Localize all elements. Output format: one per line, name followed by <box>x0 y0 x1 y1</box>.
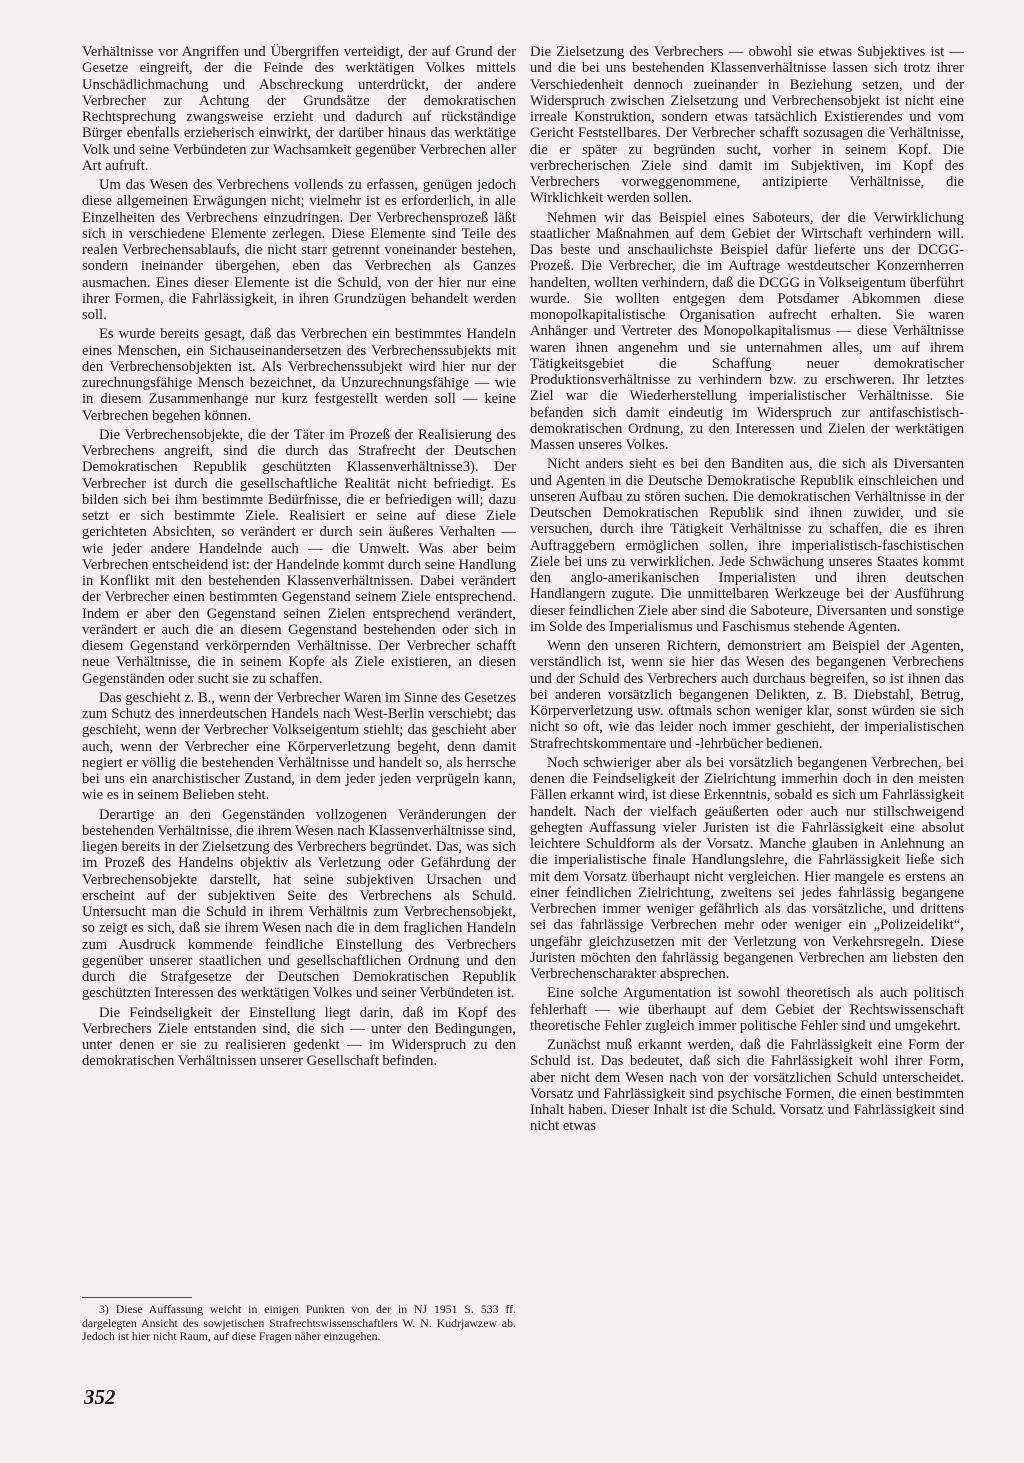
paragraph: Um das Wesen des Verbrechens vollends zu erfassen, genügen jedoch diese allgemeinen Erwägungen nicht; vielmehr ist es erforderlich, in alle Einzelheiten des Verbrechens einzudringen. Der Verbrechensprozeß läßt sich in verschiedene Elemente zerlegen. Diese Elemente sind Teile des realen Verbrechensablaufs, die nicht starr getrennt voneinander bestehen, sondern ineinander übergehen, eben das Verbrechen als Ganzes ausmachen. Eines dieser Elemente ist die Schuld, von der hier nur eine ihrer Formen, die Fahrlässigkeit, in ihren Grundzügen behandelt werden soll. <box>82 177 516 323</box>
left-column <box>82 44 516 1073</box>
paragraph: Eine solche Argumentation ist sowohl theoretisch als auch politisch fehlerhaft — wie überhaupt auf dem Gebiet der Rechtswissenschaft theoretische Fehler zugleich immer politische Fehler sind und umgekehrt. <box>530 985 964 1034</box>
paragraph: Nehmen wir das Beispiel eines Saboteurs, der die Verwirklichung staatlicher Maßnahmen auf dem Gebiet der Wirtschaft verhindern will. Das beste und anschaulichste Beispiel dafür lieferte uns der DCGG-Prozeß. Die Verbrecher, die im Auftrage westdeutscher Konzernherren handelten, wollten verhindern, daß die DCGG in Volkseigentum überführt wurde. Sie wollten entgegen dem Potsdamer Abkommen diese monopolkapitalistische Organisation aufrecht erhalten. Sie waren Anhänger und Vertreter des Monopolkapitalismus — diese Verhältnisse waren ihnen angenehm und sie unternahmen alles, um auf ihrem Tätigkeitsgebiet die Schaffung neuer demokratischer Produktionsverhältnisse zu verhindern bzw. zu erschweren. Ihr letztes Ziel war die Wiederherstellung imperialistischer Verhältnisse. Sie befanden sich damit eindeutig im Widerspruch zur antifaschistisch-demokratischen Ordnung, zu den Interessen und Zielen der werktätigen Massen unseres Volkes. <box>530 209 964 453</box>
paragraph: Zunächst muß erkannt werden, daß die Fahrlässigkeit eine Form der Schuld ist. Das bedeutet, daß sich die Fahrlässigkeit wohl ihrer Form, aber nicht dem Wesen nach von der vorsätzlichen Schuld unterscheidet. Vorsatz und Fahrlässigkeit sind psychische Formen, die einen bestimmten Inhalt haben. Dieser Inhalt ist die Schuld. Vorsatz und Fahrlässigkeit sind nicht etwas <box>530 1037 964 1135</box>
paragraph: Verhältnisse vor Angriffen und Übergriffen verteidigt, der auf Grund der Gesetze eingreift, der die Feinde des werktätigen Volkes mittels Unschädlichmachung und Abschreckung unterdrückt, der andere Verbrecher zur Achtung der Grundsätze der demokratischen Rechtsprechung zwangsweise erzieht und dadurch auf rückständige Bürger ebenfalls erzieherisch einwirkt, der darüber hinaus das werktätige Volk und seine Verbündeten zur Wachsamkeit gegenüber Verbrechen aller Art aufruft. <box>82 44 516 174</box>
footnote-text: 3) Diese Auffassung weicht in einigen Punkten von der in NJ 1951 S. 533 ff. dargelegten Ansicht des sowjetischen Strafrechtswissenschaftlers W. N. Kudrjawzew ab. Jedoch ist hier nicht Raum, auf diese Fragen näher einzugehen. <box>82 1302 516 1343</box>
footnote <box>82 1303 516 1344</box>
paragraph: Es wurde bereits gesagt, daß das Verbrechen ein bestimmtes Handeln eines Menschen, ein Sichauseinandersetzen des Verbrechenssubjekts mit den Verbrechensobjekten ist. Als Verbrechenssubjekt wird hier nur der zurechnungsfähige Mensch bezeichnet, da Unzurechnungsfähige — wie in diesem Zusammenhange nur kurz festgestellt werden soll — keine Verbrechen begehen können. <box>82 326 516 424</box>
paragraph: Die Verbrechensobjekte, die der Täter im Prozeß der Realisierung des Verbrechens angreift, sind die durch das Strafrecht der Deutschen Demokratischen Republik geschützten Klassenverhältnisse3). Der Verbrecher ist durch die gesellschaftliche Realität nicht befriedigt. Es bilden sich bei ihm bestimmte Bedürfnisse, die er befriedigen will; dazu setzt er sich bestimmte Ziele. Realisiert er seine auf diese Ziele gerichteten Absichten, so verändert er durch sein äußeres Verhalten — wie jeder andere Handelnde auch — die Umwelt. Was aber beim Verbrechen entscheidend ist: der Handelnde kommt durch seine Handlung in Konflikt mit den bestehenden Klassenverhältnissen. Dabei verändert der Verbrecher einen bestimmten Gegenstand seinem Ziele entsprechend. Indem er aber den Gegenstand seinen Zielen entsprechend verändert, verändert er auch die an diesem Gegenstand bestehenden oder sich in diesem Gegenstand verkörpernden Verhältnisse. Der Verbrecher schafft neue Verhältnisse, die in seinem Kopfe als Ziele existieren, an diesen Gegenständen oder sucht sie zu schaffen. <box>82 426 516 687</box>
paragraph: Nicht anders sieht es bei den Banditen aus, die sich als Diversanten und Agenten in die Deutsche Demokratische Republik einschleichen und unseren Aufbau zu stören suchen. Die demokratischen Verhältnisse in der Deutschen Demokratischen Republik sind ihnen zuwider, und sie versuchen, durch ihre Tätigkeit Verhältnisse zu schaffen, die es ihren Auftraggebern ermöglichen sollen, ihre imperialistisch-faschistischen Ziele bei uns zu verwirklichen. Jede Schwächung unseres Staates kommt den anglo-amerikanischen Imperialisten und ihren deutschen Handlangern zugute. Die unmittelbaren Werkzeuge bei der Ausführung dieser feindlichen Ziele aber sind die Saboteure, Diversanten und sonstige im Solde des Imperialismus und Faschismus stehende Agenten. <box>530 456 964 635</box>
page-number: 352 <box>84 1385 116 1409</box>
right-column <box>530 44 964 1138</box>
paragraph: Wenn den unseren Richtern, demonstriert am Beispiel der Agenten, verständlich ist, wenn sie hier das Wesen des begangenen Verbrechens und der Schuld des Verbrechers auch durchaus begreifen, so ist ihnen das bei anderen vorsätzlich begangenen Delikten, z. B. Diebstahl, Betrug, Körperverletzung usw. oftmals schon weniger klar, sonst würden sie sich nicht so oft, wie das leider noch immer geschieht, der imperialistischen Strafrechtskommentare und -lehrbücher bedienen. <box>530 638 964 752</box>
paragraph: Das geschieht z. B., wenn der Verbrecher Waren im Sinne des Gesetzes zum Schutz des innerdeutschen Handels nach West-Berlin verschiebt; das geschieht, wenn der Verbrecher Volkseigentum stiehlt; das geschieht aber auch, wenn der Verbrecher eine Körperverletzung begeht, denn damit negiert er völlig die bestehenden Verhältnisse und handelt so, als herrsche bei uns ein anarchistischer Zustand, in dem jeder jeden verprügeln kann, wie es in seinem Belieben steht. <box>82 689 516 804</box>
paragraph: Derartige an den Gegenständen vollzogenen Veränderungen der bestehenden Verhältnisse, die ihrem Wesen nach Klassenverhältnisse sind, liegen bereits in der Zielsetzung des Verbrechers begründet. Das, was sich im Prozeß des Handelns objektiv als Verletzung oder Gefährdung der Verbrechensobjekte darstellt, hat seine subjektiven Ursachen und erscheint auf der subjektiven Seite des Verbrechens als Schuld. Untersucht man die Schuld in ihrem Verhältnis zum Verbrechensobjekt, so zeigt es sich, daß sie ihrem Wesen nach die in dem fraglichen Handeln zum Ausdruck kommende feindliche Einstellung des Verbrechers gegenüber unserer staatlichen und gesellschaftlichen Ordnung und den durch die Strafgesetze der Deutschen Demokratischen Republik geschützten Interessen des werktätigen Volkes und seiner Verbündeten ist. <box>82 806 516 1002</box>
paragraph: Die Feindseligkeit der Einstellung liegt darin, daß im Kopf des Verbrechers Ziele entstanden sind, die sich — unter den Bedingungen, unter denen er sie zu realisieren gedenkt — im Widerspruch zu den demokratischen Verhältnissen unserer Gesellschaft befinden. <box>82 1004 516 1070</box>
paragraph: Noch schwieriger aber als bei vorsätzlich begangenen Verbrechen, bei denen die Feindseligkeit der Zielrichtung immerhin doch in den meisten Fällen erkannt wird, ist diese Erkenntnis, sobald es sich um Fahrlässigkeit handelt. Nach der vielfach geäußerten oder auch nur stillschweigend gehegten Auffassung vieler Juristen ist die Fahrlässigkeit eine absolut leichtere Schuldform als der Vorsatz. Manche glauben in Anlehnung an die imperialistische finale Handlungslehre, die Fahrlässigkeit ließe sich mit dem Vorsatz überhaupt nicht vergleichen. Hier mangele es erstens an einer feindlichen Zielrichtung, zweitens sei jedes fahrlässig begangene Verbrechen immer weniger gefährlich als das vorsätzliche, und drittens sei das fahrlässige Verbrechen mehr oder weniger ein „Polizeidelikt“, ungefähr gleichzusetzen mit der Verletzung von Verkehrsregeln. Diese Juristen möchten den fahrlässig begangenen Verbrechen am liebsten den Verbrechenscharakter absprechen. <box>530 754 964 982</box>
paragraph: Die Zielsetzung des Verbrechers — obwohl sie etwas Subjektives ist — und die bei uns bestehenden Klassenverhältnisse lassen sich trotz ihrer Verschiedenheit dennoch zueinander in Beziehung setzen, und der Widerspruch zwischen Zielsetzung und Verbrechensobjekt ist nicht eine irreale Konstruktion, sondern etwas tatsächlich Existierendes und vom Gericht Feststellbares. Der Verbrecher schafft sozusagen die Verhältnisse, die er später zu begründen sucht, vorher in seinem Kopf. Die verbrecherischen Ziele sind damit im Subjektiven, im Kopf des Verbrechers vorweggenommene, antizipierte Verhältnisse, die Wirklichkeit werden sollen. <box>530 44 964 207</box>
